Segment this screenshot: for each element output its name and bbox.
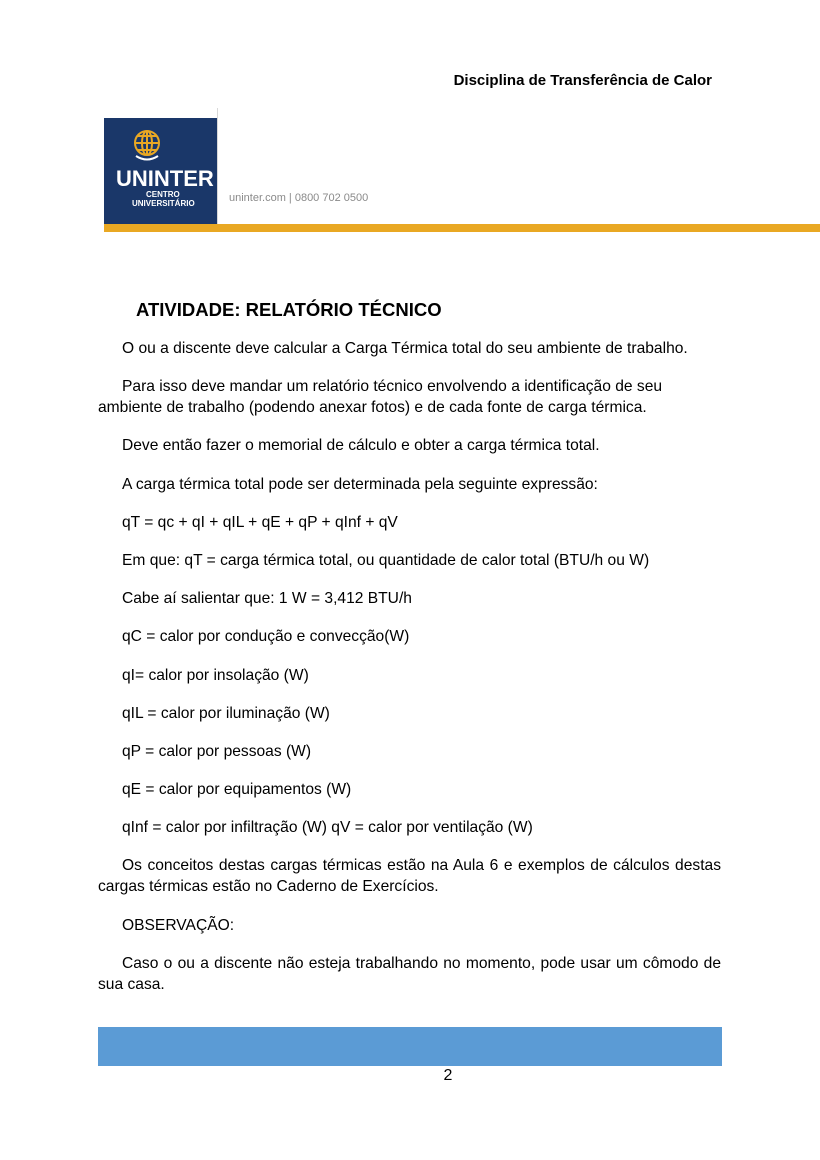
globe-icon: [132, 128, 162, 162]
paragraph: Os conceitos destas cargas térmicas estão na Aula 6 e exemplos de cálculos destas cargas térmicas estão no Caderno de Exercícios.: [98, 857, 721, 896]
page-title: ATIVIDADE: RELATÓRIO TÉCNICO: [136, 299, 442, 320]
equation: qT = qc + qI + qIL + qE + qP + qInf + qV: [122, 513, 398, 531]
paragraph: Em que: qT = carga térmica total, ou quantidade de calor total (BTU/h ou W): [122, 551, 650, 569]
logo-divider: [217, 108, 218, 228]
definition-item: qI= calor por insolação (W): [122, 666, 309, 684]
brand-subtitle: [132, 190, 195, 208]
discipline-header: Disciplina de Transferência de Calor: [453, 72, 712, 89]
brand-name: UNINTER: [116, 166, 214, 191]
paragraph: Deve então fazer o memorial de cálculo e obter a carga térmica total.: [122, 437, 600, 455]
paragraph: O ou a discente deve calcular a Carga Térmica total do seu ambiente de trabalho.: [122, 340, 688, 357]
section-label: OBSERVAÇÃO:: [122, 916, 235, 934]
brand-subtitle-line1: CENTRO: [146, 190, 180, 199]
footer-bar: [98, 1027, 722, 1066]
definition-item: qE = calor por equipamentos (W): [122, 781, 352, 799]
document-body: [98, 338, 721, 1012]
header-accent-bar: [104, 224, 820, 232]
definition-item: qIL = calor por iluminação (W): [122, 704, 330, 722]
paragraph: Caso o ou a discente não esteja trabalhando no momento, pode usar um cômodo de sua casa.: [98, 954, 721, 993]
contact-info: uninter.com | 0800 702 0500: [229, 192, 369, 204]
paragraph: A carga térmica total pode ser determinada pela seguinte expressão:: [122, 475, 598, 493]
paragraph: Cabe aí salientar que: 1 W = 3,412 BTU/h: [122, 590, 412, 608]
paragraph: Para isso deve mandar um relatório técnico envolvendo a identificação de seu ambiente de trabalho (podendo anexar fotos) e de cada fonte de carga térmica.: [98, 378, 663, 417]
definition-item: qC = calor por condução e convecção(W): [122, 628, 410, 646]
brand-subtitle-line2: UNIVERSITÁRIO: [132, 199, 195, 208]
definition-item: qP = calor por pessoas (W): [122, 742, 312, 760]
uninter-logo: [104, 118, 217, 224]
page-number: 2: [443, 1067, 453, 1084]
definition-item: qInf = calor por infiltração (W) qV = calor por ventilação (W): [122, 819, 533, 837]
